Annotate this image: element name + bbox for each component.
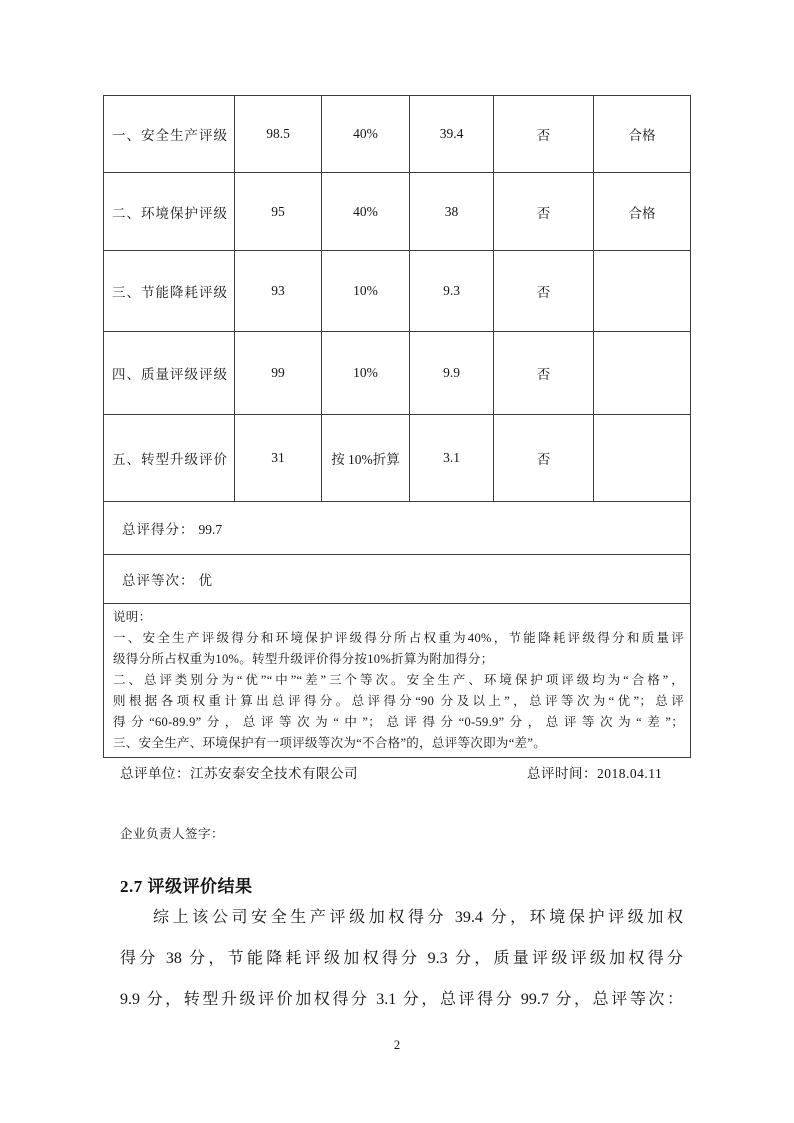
total-grade-cell <box>104 555 691 604</box>
total-score-label: 总评得分： <box>122 522 195 537</box>
total-grade-label: 总评等次： <box>122 573 195 588</box>
rating-table <box>103 95 691 758</box>
cell-grade <box>594 415 691 502</box>
cell-score: 99 <box>235 332 322 415</box>
cell-category: 一、安全生产评级 <box>104 96 235 173</box>
cell-category: 五、转型升级评价 <box>104 415 235 502</box>
cell-score: 95 <box>235 173 322 251</box>
cell-weight: 10% <box>322 332 410 415</box>
cell-category: 三、节能降耗评级 <box>104 251 235 332</box>
table-row <box>104 173 691 251</box>
cell-veto: 否 <box>494 251 594 332</box>
note-line: 一、安全生产评级得分和环境保护评级得分所占权重为40%，节能降耗评级得分和质量评 <box>113 631 684 645</box>
table-footer <box>120 762 686 782</box>
cell-weight: 按 10%折算 <box>322 415 410 502</box>
notes-title: 说明： <box>113 610 152 624</box>
note-line: 得分“60-89.9”分，总评等次为“中”；总评得分“0-59.9”分，总评等次为“差”； <box>113 715 684 729</box>
notes-row <box>104 604 691 758</box>
paragraph-line: 综上该公司安全生产评级加权得分 39.4 分，环境保护评级加权 <box>153 909 683 926</box>
note-line: 则根据各项权重计算出总评得分。总评得分“90 分及以上”，总评等次为“优”；总评 <box>113 694 684 708</box>
paragraph-line: 9.9 分，转型升级评价加权得分 3.1 分，总评得分 99.7 分，总评等次： <box>120 991 683 1008</box>
paragraph-line: 得分 38 分，节能降耗评级加权得分 9.3 分，质量评级评级加权得分 <box>120 950 683 967</box>
cell-weighted-score: 3.1 <box>410 415 494 502</box>
cell-weight: 10% <box>322 251 410 332</box>
total-grade-value: 优 <box>198 573 212 588</box>
cell-veto: 否 <box>494 415 594 502</box>
cell-category: 四、质量评级评级 <box>104 332 235 415</box>
cell-weighted-score: 9.9 <box>410 332 494 415</box>
cell-veto: 否 <box>494 96 594 173</box>
cell-weighted-score: 39.4 <box>410 96 494 173</box>
cell-grade: 合格 <box>594 96 691 173</box>
note-line: 三、安全生产、环境保护有一项评级等次为“不合格”的，总评等次即为“差”。 <box>113 736 546 750</box>
table-row <box>104 332 691 415</box>
cell-score: 31 <box>235 415 322 502</box>
notes-cell <box>104 604 691 758</box>
note-line: 二、总评类别分为“优”“中”“差”三个等次。安全生产、环境保护项评级均为“合格”， <box>113 673 684 687</box>
cell-weight: 40% <box>322 173 410 251</box>
evaluation-time: 总评时间：2018.04.11 <box>527 766 663 781</box>
cell-weighted-score: 9.3 <box>410 251 494 332</box>
cell-score: 98.5 <box>235 96 322 173</box>
cell-grade <box>594 251 691 332</box>
total-grade-row <box>104 555 691 604</box>
cell-veto: 否 <box>494 173 594 251</box>
cell-weight: 40% <box>322 96 410 173</box>
total-score-row <box>104 502 691 555</box>
cell-grade: 合格 <box>594 173 691 251</box>
cell-score: 93 <box>235 251 322 332</box>
table-row <box>104 415 691 502</box>
cell-veto: 否 <box>494 332 594 415</box>
total-score-value: 99.7 <box>198 522 223 537</box>
note-line: 级得分所占权重为10%。转型升级评价得分按10%折算为附加得分； <box>113 652 494 666</box>
signature-label: 企业负责人签字： <box>120 827 225 841</box>
page-number: 2 <box>393 1038 401 1052</box>
cell-grade <box>594 332 691 415</box>
total-score-cell <box>104 502 691 555</box>
section-heading: 2.7 评级评价结果 <box>120 877 253 896</box>
table-row <box>104 251 691 332</box>
table-row <box>104 96 691 173</box>
cell-category: 二、环境保护评级 <box>104 173 235 251</box>
evaluating-unit: 总评单位：江苏安泰安全技术有限公司 <box>120 766 358 781</box>
result-paragraph <box>120 897 683 1020</box>
cell-weighted-score: 38 <box>410 173 494 251</box>
